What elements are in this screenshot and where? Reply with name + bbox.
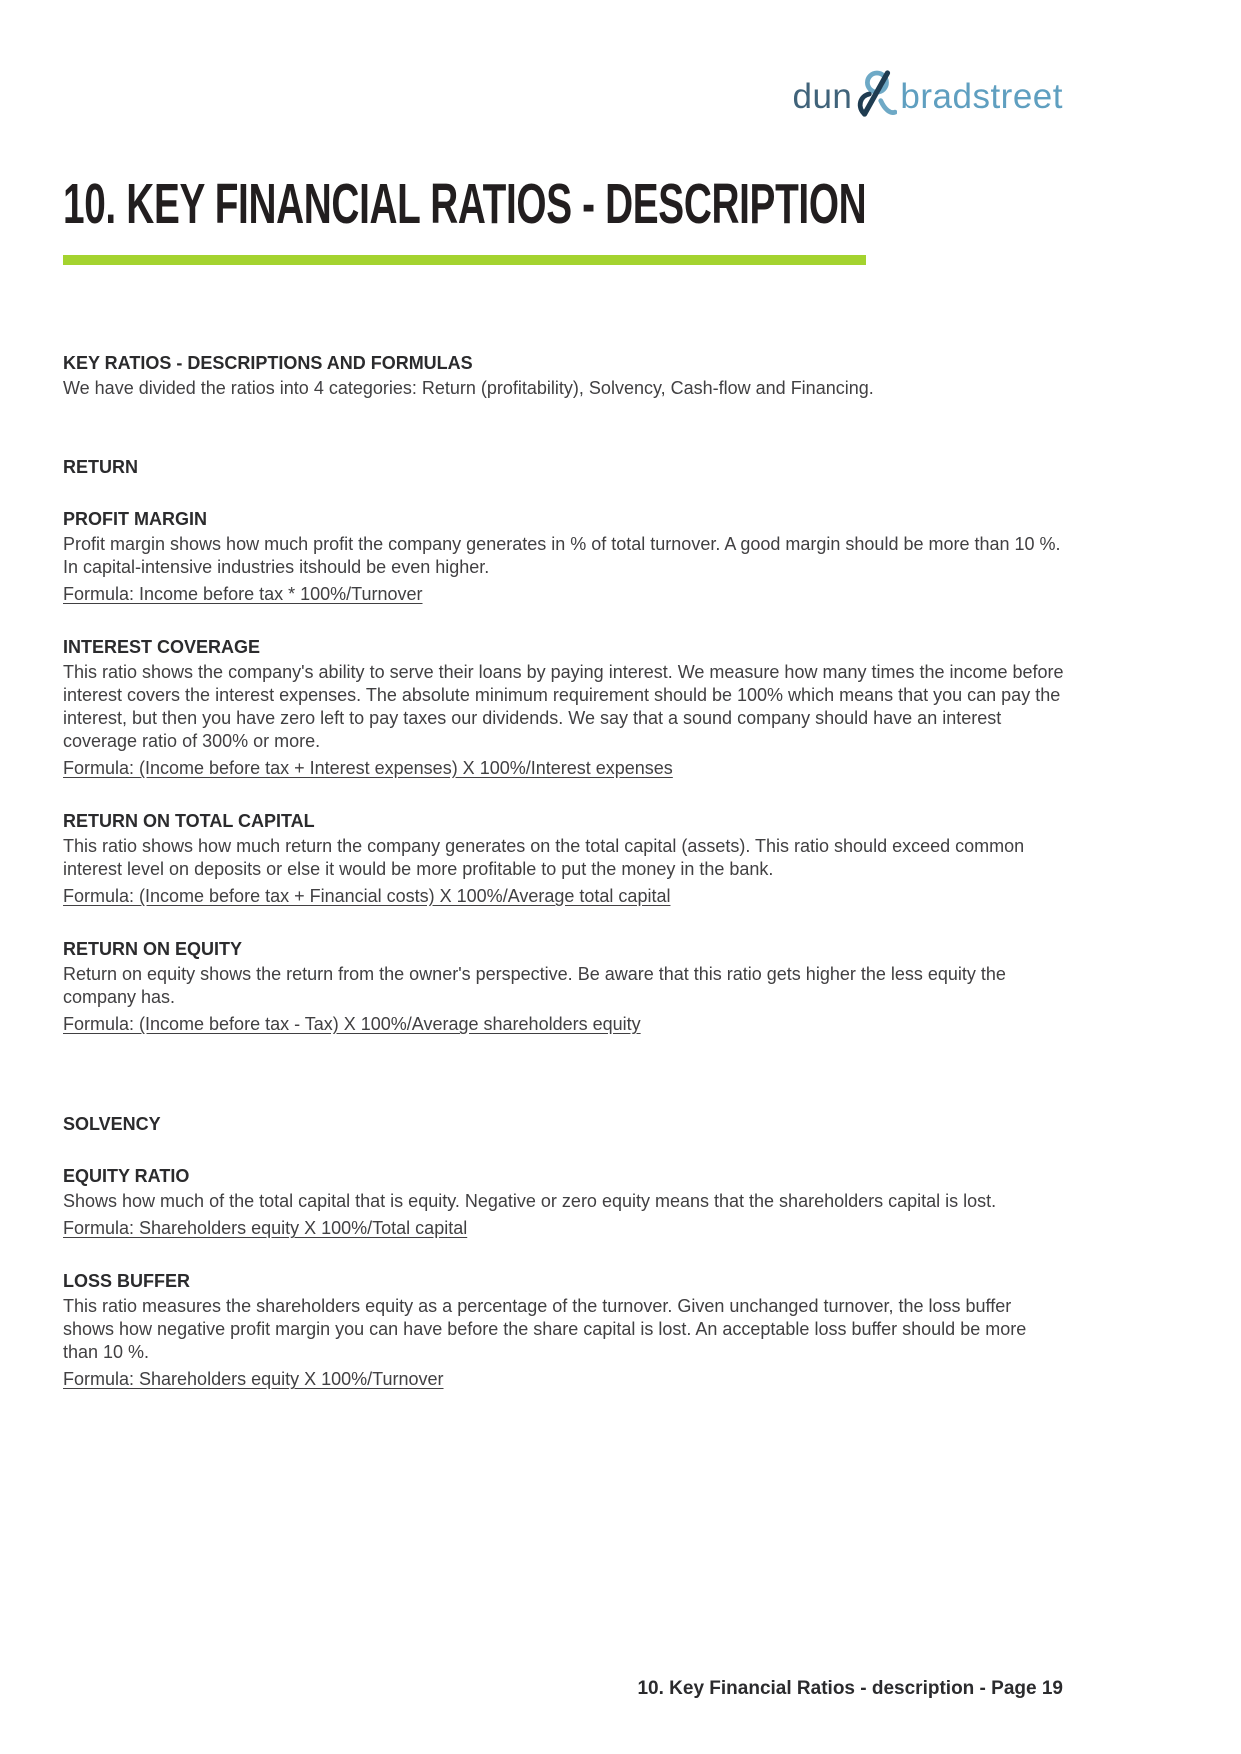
ratio-description: Shows how much of the total capital that is equity. Negative or zero equity means that the shareholders capital is lost. — [63, 1191, 997, 1211]
ratio-description: This ratio shows how much return the company generates on the total capital (assets). This ratio should exceed common interest level on deposits or else it would be more profitable to put the money in the bank. — [63, 836, 1025, 879]
ratio-formula: Formula: (Income before tax + Interest expenses) X 100%/Interest expenses — [63, 758, 673, 778]
ratio-title: EQUITY RATIO — [63, 1166, 190, 1186]
ratio-formula: Formula: Income before tax * 100%/Turnover — [63, 584, 423, 604]
ratio-formula: Formula: (Income before tax - Tax) X 100%/Average shareholders equity — [63, 1014, 641, 1034]
ratio-formula: Formula: (Income before tax + Financial costs) X 100%/Average total capital — [63, 886, 671, 906]
category-label-solvency: SOLVENCY — [63, 1114, 161, 1134]
ratio-description: This ratio measures the shareholders equity as a percentage of the turnover. Given unchanged turnover, the loss buffer shows how negative profit margin you can have before the share capital is lost. An acceptable loss buffer should be more than 10 %. — [63, 1296, 1027, 1362]
ratio-section-interest-coverage — [63, 636, 1065, 780]
intro-body: We have divided the ratios into 4 categories: Return (profitability), Solvency, Cash-flow and Financing. — [63, 378, 874, 398]
ampersand-logo-icon — [855, 68, 897, 129]
ratio-section-loss-buffer — [63, 1270, 1065, 1391]
ratio-description: This ratio shows the company's ability to serve their loans by paying interest. We measure how many times the income before interest covers the interest expenses. The absolute minimum requirement should be 100% which means that you can pay the interest, but then you have zero left to pay taxes our dividends. We say that a sound company should have an interest coverage ratio of 300% or more. — [63, 662, 1064, 751]
ratio-section-return-on-equity — [63, 938, 1065, 1036]
dun-bradstreet-logo — [793, 66, 1064, 127]
ratio-formula: Formula: Shareholders equity X 100%/Total capital — [63, 1218, 468, 1238]
category-label-return: RETURN — [63, 457, 138, 477]
intro-heading: KEY RATIOS - DESCRIPTIONS AND FORMULAS — [63, 353, 473, 373]
page-footer: 10. Key Financial Ratios - description - Page 19 — [637, 1678, 1063, 1699]
ratio-description: Return on equity shows the return from the owner's perspective. Be aware that this ratio gets higher the less equity the company has. — [63, 964, 1006, 1007]
content — [63, 352, 1065, 1391]
logo-word-bradstreet: bradstreet — [900, 76, 1063, 116]
ratio-formula: Formula: Shareholders equity X 100%/Turnover — [63, 1369, 444, 1389]
logo-word-dun: dun — [792, 76, 853, 116]
page-title: 10. KEY FINANCIAL RATIOS - DESCRIPTION — [63, 172, 867, 236]
title-accent-bar — [63, 255, 866, 265]
ratio-section-return-on-total-capital — [63, 810, 1065, 908]
ratio-section-profit-margin — [63, 508, 1065, 606]
ratio-title: LOSS BUFFER — [63, 1271, 191, 1291]
ratio-title: RETURN ON TOTAL CAPITAL — [63, 811, 315, 831]
ratio-title: RETURN ON EQUITY — [63, 939, 243, 959]
ratio-description: Profit margin shows how much profit the company generates in % of total turnover. A good margin should be more than 10 %. In capital-intensive industries itshould be even higher. — [63, 534, 1061, 577]
ratio-section-equity-ratio — [63, 1165, 1065, 1240]
ratio-title: PROFIT MARGIN — [63, 509, 207, 529]
ratio-title: INTEREST COVERAGE — [63, 637, 261, 657]
